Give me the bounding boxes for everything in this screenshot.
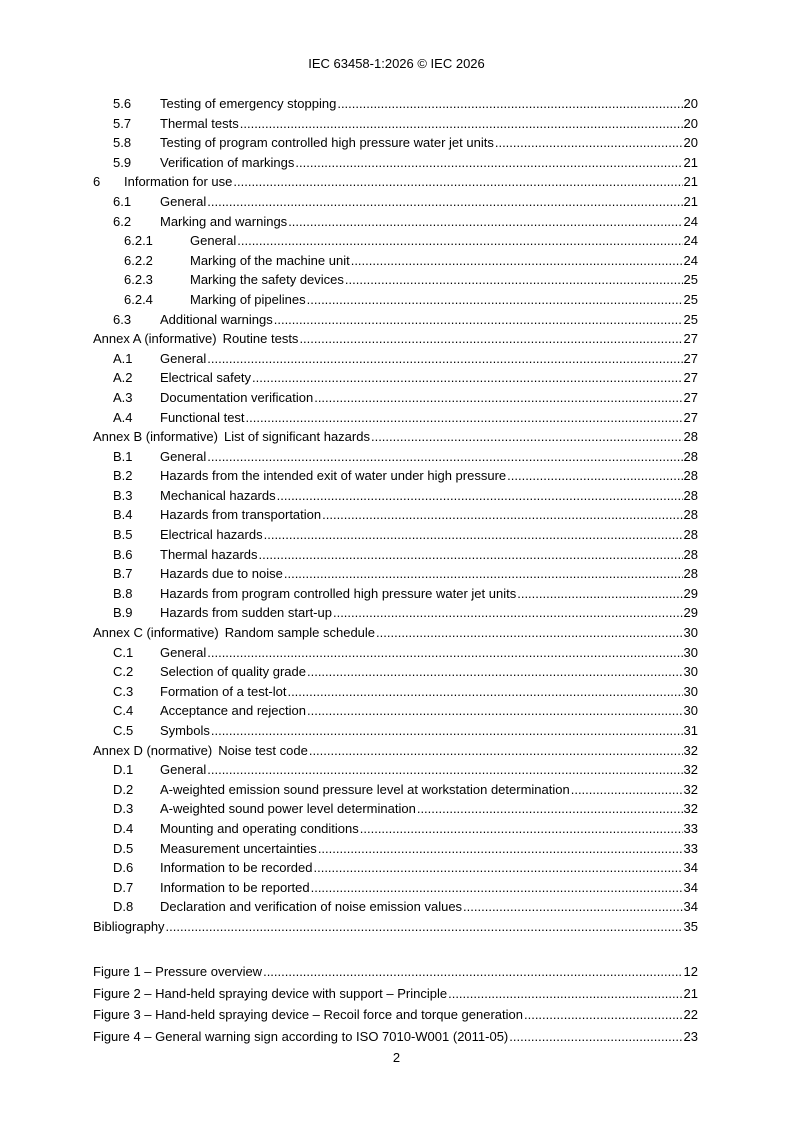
toc-entry[interactable]	[93, 858, 698, 878]
toc-entry[interactable]	[93, 741, 698, 761]
toc-entry[interactable]	[93, 310, 698, 330]
toc-entry[interactable]	[93, 486, 698, 506]
toc-entry-page: 27	[683, 350, 698, 366]
toc-entry[interactable]	[93, 662, 698, 682]
dot-leader	[207, 349, 682, 369]
toc-entry-title: General	[160, 762, 207, 778]
dot-leader	[309, 741, 683, 761]
figure-entry[interactable]	[93, 961, 698, 983]
toc-entry-number: 5.6	[113, 96, 132, 111]
dot-leader	[287, 682, 682, 702]
dot-leader	[207, 192, 682, 212]
toc-entry-title: General	[160, 448, 207, 464]
toc-entry-page: 27	[683, 331, 698, 347]
toc-entry[interactable]	[93, 212, 698, 232]
toc-entry-title: Testing of program controlled high pressure water jet units	[160, 135, 494, 151]
toc-entry-title: General	[160, 644, 207, 660]
toc-entry-title: Figure 1 – Pressure overview	[93, 964, 263, 979]
toc-entry-number: B.5	[113, 527, 133, 543]
toc-entry-page: 30	[683, 625, 698, 641]
toc-entry-title: Marking the safety devices	[190, 272, 344, 288]
toc-entry-page: 21	[683, 193, 698, 209]
toc-entry-page: 34	[683, 860, 698, 876]
dot-leader	[207, 447, 682, 467]
toc-entry-number: D.7	[113, 879, 134, 895]
toc-entry-title: Hazards from transportation	[160, 507, 322, 523]
toc-entry-title: Mounting and operating conditions	[160, 820, 359, 836]
toc-entry-page: 25	[683, 272, 698, 288]
dot-leader	[240, 114, 683, 134]
toc-entry-page: 20	[683, 96, 698, 111]
dot-leader	[277, 486, 683, 506]
toc-entry-title: Declaration and verification of noise emission values	[160, 899, 463, 915]
toc-entry-number: A.3	[113, 389, 133, 405]
toc-entry-number: Annex B (informative)	[93, 429, 218, 445]
toc-entry[interactable]	[93, 153, 698, 173]
toc-entry[interactable]	[93, 231, 698, 251]
toc-entry[interactable]	[93, 780, 698, 800]
toc-entry-title: Hazards due to noise	[160, 566, 283, 582]
dot-leader	[274, 310, 683, 330]
toc-entry-title: General	[160, 193, 207, 209]
toc-entry[interactable]	[93, 603, 698, 623]
toc-entry-number: B.1	[113, 448, 133, 464]
toc-entry[interactable]	[93, 819, 698, 839]
dot-leader	[509, 1026, 682, 1048]
toc-entry-title: Formation of a test-lot	[160, 683, 287, 699]
figure-entry[interactable]	[93, 1004, 698, 1026]
toc-entry-title: Selection of quality grade	[160, 664, 306, 680]
toc-entry-page: 32	[683, 742, 698, 758]
toc-entry-title: Thermal hazards	[160, 546, 258, 562]
page-header: IEC 63458-1:2026 © IEC 2026	[308, 56, 485, 71]
toc-entry-number: 5.8	[113, 135, 132, 151]
dot-leader	[207, 760, 682, 780]
dot-leader	[259, 545, 683, 565]
toc-entry[interactable]	[93, 349, 698, 369]
toc-entry-title: Testing of emergency stopping	[160, 96, 337, 111]
toc-entry-number: C.3	[113, 683, 134, 699]
toc-entry-page: 25	[683, 311, 698, 327]
dot-leader	[333, 603, 683, 623]
toc-entry-title: Documentation verification	[160, 389, 314, 405]
toc-entry-page: 21	[683, 985, 698, 1001]
toc-entry[interactable]	[93, 505, 698, 525]
toc-entry-title: Noise test code	[218, 742, 308, 758]
toc-entry-number: 6.2.1	[124, 233, 153, 249]
toc-entry-title: Figure 3 – Hand-held spraying device – Recoil force and torque generation	[93, 1007, 523, 1022]
toc-entry[interactable]	[93, 447, 698, 467]
dot-leader	[233, 172, 682, 192]
toc-entry-number: C.1	[113, 644, 134, 660]
toc-entry-number: D.2	[113, 781, 134, 797]
toc-entry-number: B.3	[113, 487, 133, 503]
toc-entry-number: 6.1	[113, 193, 132, 209]
dot-leader	[322, 505, 682, 525]
toc-entry[interactable]	[93, 329, 698, 349]
dot-leader	[295, 153, 682, 173]
toc-entry-page: 32	[683, 801, 698, 817]
dot-leader	[371, 427, 683, 447]
toc-entry-page: 22	[683, 1007, 698, 1022]
toc-entry-page: 12	[683, 964, 698, 979]
toc-entry[interactable]	[93, 408, 698, 428]
toc-entry-page: 28	[683, 507, 698, 523]
dot-leader	[314, 388, 682, 408]
toc-entry-title: Additional warnings	[160, 311, 273, 327]
dot-leader	[246, 408, 683, 428]
toc-entry-number: D.1	[113, 762, 134, 778]
toc-entry-number: C.5	[113, 723, 134, 738]
toc-entry-page: 30	[683, 683, 698, 699]
toc-entry-title: Marking of the machine unit	[190, 252, 350, 268]
list-of-figures	[93, 961, 698, 1047]
toc-entry-page: 33	[683, 820, 698, 836]
toc-entry-page: 32	[683, 762, 698, 778]
toc-entry-page: 24	[683, 213, 698, 229]
toc-entry-number: Annex D (normative)	[93, 742, 213, 758]
dot-leader	[263, 961, 682, 983]
dot-leader	[284, 564, 683, 584]
toc-entry-number: B.8	[113, 585, 133, 601]
toc-entry-number: D.3	[113, 801, 134, 817]
dot-leader	[307, 662, 683, 682]
toc-entry-number: B.2	[113, 468, 133, 484]
toc-entry-title: Figure 4 – General warning sign according to ISO 7010-W001 (2011-05)	[93, 1028, 509, 1044]
toc-entry-number: 5.7	[113, 115, 132, 131]
toc-entry-title: Verification of markings	[160, 154, 295, 170]
dot-leader	[345, 270, 683, 290]
toc-entry-title: Information to be reported	[160, 879, 310, 895]
toc-entry-title: Marking and warnings	[160, 213, 288, 229]
toc-entry-page: 29	[683, 605, 698, 621]
toc-entry[interactable]	[93, 427, 698, 447]
toc-entry-title: General	[190, 233, 237, 249]
dot-leader	[360, 819, 683, 839]
toc-entry-title: General	[160, 350, 207, 366]
toc-entry[interactable]	[93, 192, 698, 212]
dot-leader	[571, 780, 683, 800]
dot-leader	[288, 212, 682, 232]
toc-entry[interactable]	[93, 94, 698, 114]
toc-entry-page: 29	[683, 585, 698, 601]
toc-entry-page: 27	[683, 409, 698, 425]
toc-entry-page: 34	[683, 899, 698, 915]
toc-entry-page: 30	[683, 703, 698, 719]
toc-entry[interactable]	[93, 466, 698, 486]
toc-entry-page: 28	[683, 429, 698, 445]
toc-entry-page: 31	[683, 723, 698, 738]
toc-entry-page: 21	[683, 174, 698, 190]
toc-entry-page: 27	[683, 389, 698, 405]
page-number: 2	[392, 1050, 401, 1065]
toc-entry-number: B.9	[113, 605, 133, 621]
dot-leader	[337, 94, 682, 114]
dot-leader	[524, 1004, 683, 1026]
toc-entry-title: List of significant hazards	[224, 429, 370, 445]
toc-entry-number: A.2	[113, 370, 133, 386]
toc-entry-number: 6.3	[113, 311, 132, 327]
toc-entry[interactable]	[93, 270, 698, 290]
toc-entry[interactable]	[93, 917, 698, 937]
toc-entry-title: Acceptance and rejection	[160, 703, 306, 719]
toc-entry-number: C.4	[113, 703, 134, 719]
toc-entry[interactable]	[93, 368, 698, 388]
toc-entry-page: 23	[683, 1028, 698, 1044]
toc-entry-title: Random sample schedule	[224, 625, 376, 641]
toc-entry[interactable]	[93, 623, 698, 643]
toc-entry-number: C.2	[113, 664, 134, 680]
toc-entry-title: Hazards from program controlled high pressure water jet units	[160, 585, 517, 601]
toc-entry-page: 28	[683, 546, 698, 562]
toc-entry[interactable]	[93, 290, 698, 310]
dot-leader	[211, 721, 683, 741]
dot-leader	[307, 701, 683, 721]
figure-entry[interactable]	[93, 1026, 698, 1048]
toc-entry[interactable]	[93, 839, 698, 859]
toc-entry-number: A.1	[113, 350, 133, 366]
dot-leader	[417, 799, 683, 819]
dot-leader	[207, 643, 682, 663]
toc-entry[interactable]	[93, 133, 698, 153]
toc-entry-title: Measurement uncertainties	[160, 840, 317, 856]
dot-leader	[299, 329, 682, 349]
dot-leader	[495, 133, 683, 153]
toc-entry[interactable]	[93, 878, 698, 898]
toc-entry-number: A.4	[113, 409, 133, 425]
toc-entry-number: 6.2	[113, 213, 132, 229]
toc-entry[interactable]	[93, 564, 698, 584]
toc-entry[interactable]	[93, 643, 698, 663]
toc-entry-number: Annex C (informative)	[93, 625, 219, 641]
toc-entry[interactable]	[93, 799, 698, 819]
toc-entry-page: 24	[683, 233, 698, 249]
toc-entry-number: 5.9	[113, 154, 132, 170]
toc-entry-page: 33	[683, 840, 698, 856]
figure-entry[interactable]	[93, 983, 698, 1005]
toc-entry[interactable]	[93, 760, 698, 780]
toc-entry[interactable]	[93, 584, 698, 604]
toc-entry-title: Thermal tests	[160, 115, 239, 131]
toc-entry-number: B.7	[113, 566, 133, 582]
toc-entry-title: Hazards from the intended exit of water under high pressure	[160, 468, 507, 484]
toc-entry-title: Electrical safety	[160, 370, 252, 386]
toc-entry-page: 28	[683, 527, 698, 543]
toc-entry-number: D.6	[113, 860, 134, 876]
toc-entry-page: 32	[683, 781, 698, 797]
dot-leader	[517, 584, 682, 604]
dot-leader	[237, 231, 682, 251]
toc-entry-number: B.4	[113, 507, 133, 523]
toc-entry[interactable]	[93, 545, 698, 565]
toc-entry[interactable]	[93, 682, 698, 702]
toc-entry-number: B.6	[113, 546, 133, 562]
toc-entry-page: 21	[683, 154, 698, 170]
toc-entry-number: D.4	[113, 820, 134, 836]
toc-entry[interactable]	[93, 721, 698, 741]
dot-leader	[376, 623, 683, 643]
toc-entry-page: 30	[683, 664, 698, 680]
toc-entry[interactable]	[93, 388, 698, 408]
toc-entry-page: 28	[683, 566, 698, 582]
toc-entry-title: A-weighted emission sound pressure level at workstation determination	[160, 781, 570, 797]
toc-entry-title: Symbols	[160, 723, 210, 738]
toc-entry-page: 20	[683, 135, 698, 151]
toc-entry-page: 25	[683, 291, 698, 307]
toc-entry-title: Mechanical hazards	[160, 487, 276, 503]
toc-entry-title: Information to be recorded	[160, 860, 313, 876]
toc-entry-page: 28	[683, 468, 698, 484]
dot-leader	[252, 368, 682, 388]
toc-entry-title: Information for use	[124, 174, 233, 190]
toc-entry-title: A-weighted sound power level determination	[160, 801, 416, 817]
toc-entry-title: Marking of pipelines	[190, 291, 306, 307]
toc-entry-page: 27	[683, 370, 698, 386]
dot-leader	[313, 858, 682, 878]
toc-entry-number: 6.2.3	[124, 272, 153, 288]
dot-leader	[307, 290, 683, 310]
toc-entry-title: Routine tests	[222, 331, 299, 347]
dot-leader	[351, 251, 683, 271]
toc-entry-number: 6.2.4	[124, 291, 153, 307]
dot-leader	[264, 525, 683, 545]
toc-entry-page: 35	[683, 918, 698, 934]
dot-leader	[311, 878, 683, 898]
toc-entry-number: D.5	[113, 840, 134, 856]
toc-entry-page: 34	[683, 879, 698, 895]
toc-entry-number: D.8	[113, 899, 134, 915]
toc-entry[interactable]	[93, 525, 698, 545]
dot-leader	[463, 897, 682, 917]
toc-entry-number: 6.2.2	[124, 252, 153, 268]
toc-entry[interactable]	[93, 251, 698, 271]
toc-entry-number: 6	[93, 174, 101, 190]
dot-leader	[166, 917, 683, 937]
toc-entry-title: Functional test	[160, 409, 245, 425]
toc-entry-title: Hazards from sudden start-up	[160, 605, 332, 621]
dot-leader	[448, 983, 682, 1005]
toc-entry[interactable]	[93, 172, 698, 192]
toc-entry-page: 20	[683, 115, 698, 131]
dot-leader	[318, 839, 683, 859]
toc-entry-title: Figure 2 – Hand-held spraying device with support – Principle	[93, 985, 448, 1001]
toc-entry-number: Annex A (informative)	[93, 331, 217, 347]
toc-entry[interactable]	[93, 897, 698, 917]
dot-leader	[507, 466, 682, 486]
toc-entry[interactable]	[93, 701, 698, 721]
table-of-contents	[93, 94, 698, 937]
toc-entry-page: 30	[683, 644, 698, 660]
toc-entry-page: 28	[683, 487, 698, 503]
toc-entry-title: Electrical hazards	[160, 527, 263, 543]
toc-entry-page: 28	[683, 448, 698, 464]
toc-entry-title: Bibliography	[93, 918, 165, 934]
toc-entry-page: 24	[683, 252, 698, 268]
toc-entry[interactable]	[93, 114, 698, 134]
